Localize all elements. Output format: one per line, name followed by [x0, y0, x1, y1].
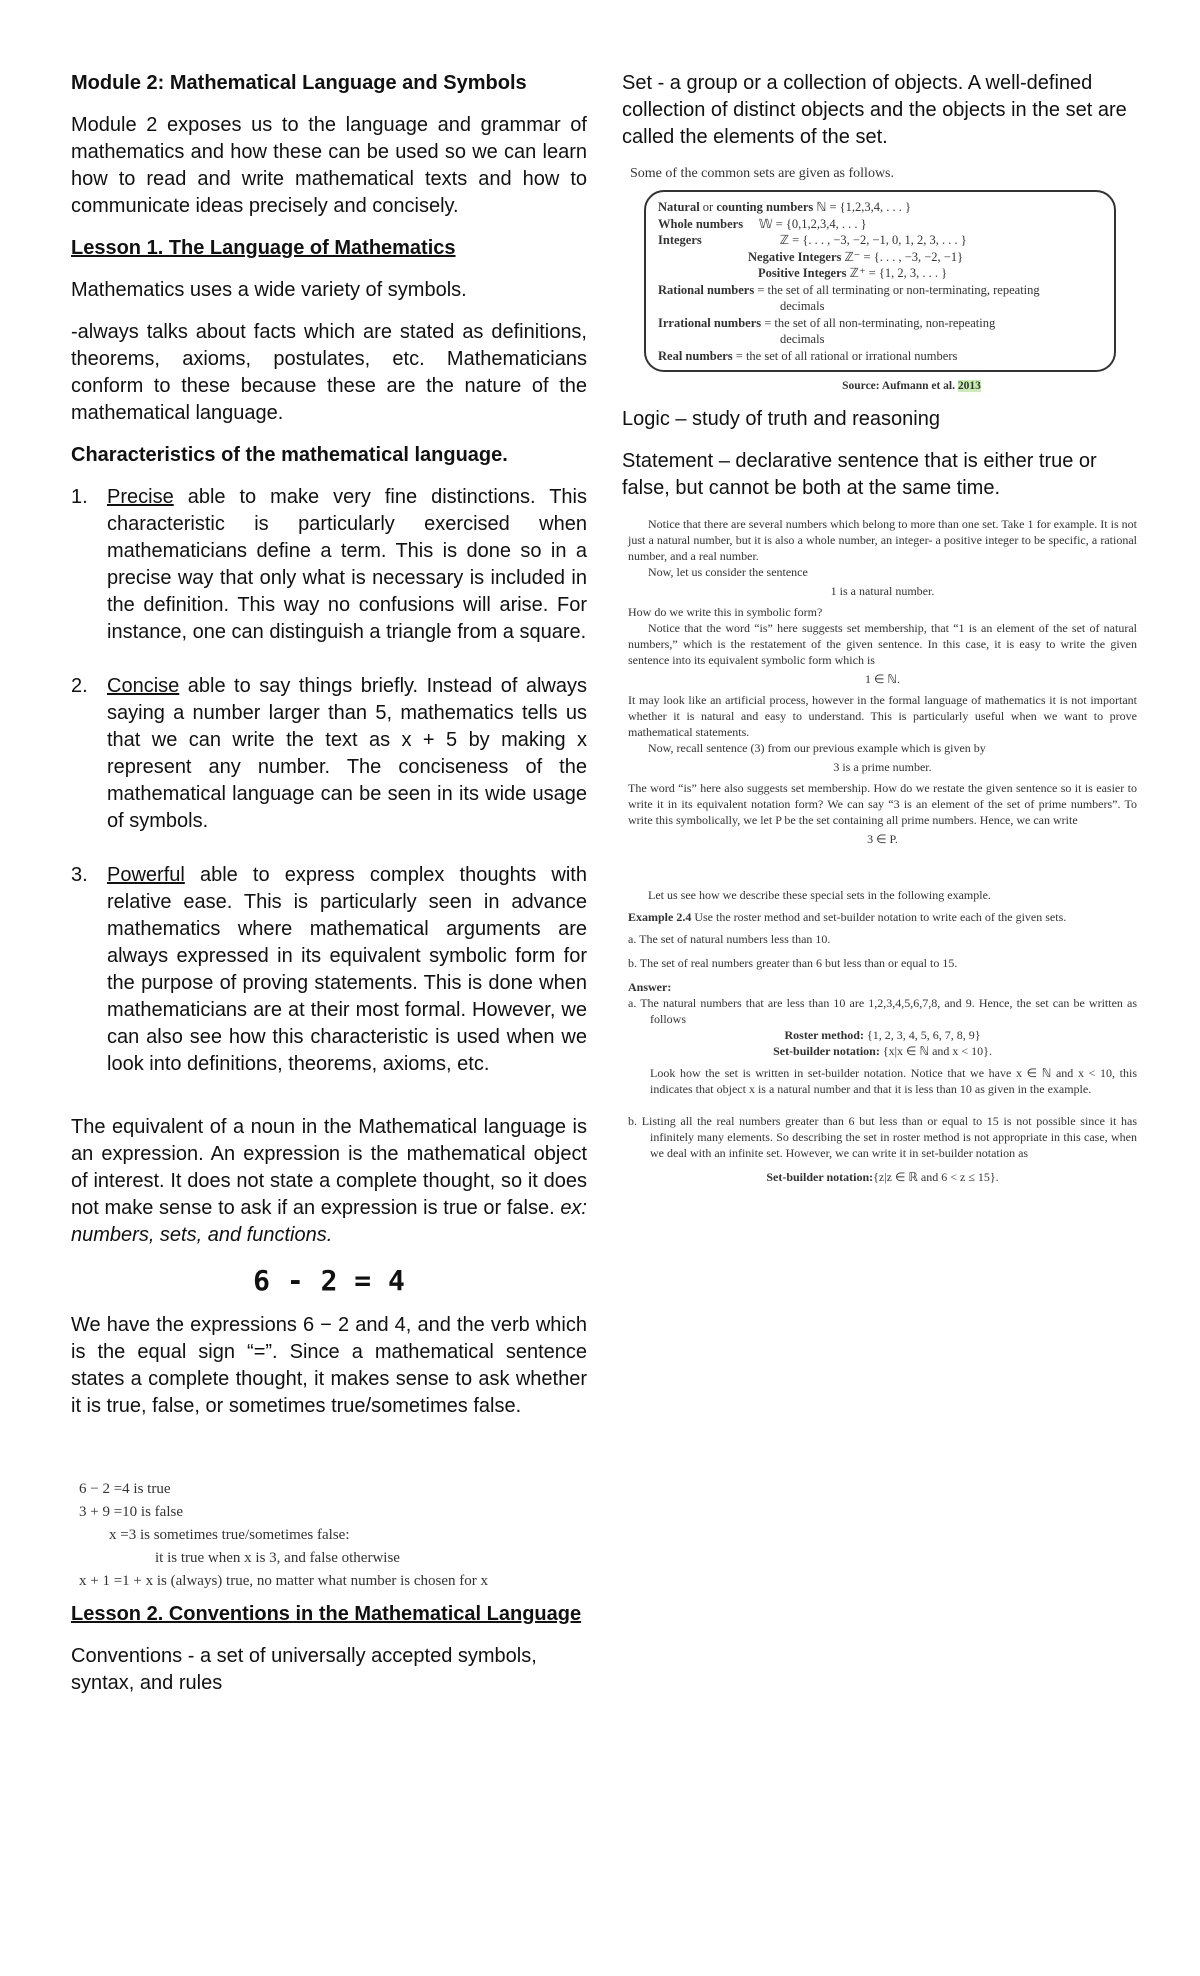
set-label: Negative Integers	[748, 249, 842, 264]
characteristic-term: Powerful	[107, 864, 185, 886]
left-column	[71, 70, 587, 1712]
characteristic-text: able to express complex thoughts with relative ease. This is particularly seen in advance mathematics where mathematical arguments are always expressed in its equivalent symbolic form for the purpose of proving statements. This is done when mathematicians are at their most formal. However, we can also see how this characteristic is used when we look into definitions, theorems, axioms, etc.	[107, 864, 587, 1075]
excerpt-sentence: 1 is a natural number.	[830, 584, 935, 598]
set-label: Natural	[658, 200, 700, 214]
set-definition: Set - a group or a collection of objects. A well-defined collection of distinct objects and the objects in the set are called the elements of the set.	[622, 72, 1127, 148]
characteristic-term: Concise	[107, 675, 180, 697]
lesson1-title: Lesson 1. The Language of Mathematics	[71, 237, 456, 259]
logic-definition: Logic – study of truth and reasoning	[622, 408, 940, 430]
set-text: or	[699, 200, 717, 214]
expressions-paragraph: We have the expressions 6 − 2 and 4, and the verb which is the equal sign “=”. Since a mathematical sentence states a complete thought, it makes sense to ask whether it is true, false, or sometimes true/sometimes false.	[71, 1314, 587, 1417]
set-builder-value: {x|x ∈ ℕ and x < 10}.	[882, 1044, 992, 1058]
module-title: Module 2: Mathematical Language and Symbols	[71, 72, 527, 94]
set-value: ℤ⁺ = {1, 2, 3, . . . }	[846, 266, 948, 280]
example-label: Example 2.4	[628, 910, 692, 924]
rational-continuation: decimals	[780, 299, 825, 313]
set-label: Irrational numbers	[658, 315, 762, 330]
set-label: Whole numbers	[658, 216, 744, 231]
statement-definition: Statement – declarative sentence that is either true or false, but cannot be both at the same time.	[622, 450, 1097, 499]
characteristic-text: able to make very fine distinctions. This characteristic is particularly exercised when mathematicians define a term. This is done so in a precise way that only what is necessary is included in the definition. This way no confusions will arise. For instance, one can distinguish a triangle from a square.	[107, 486, 587, 643]
example-part-b: b. The set of real numbers greater than 6 but less than or equal to 15.	[628, 956, 958, 970]
excerpt-paragraph: It may look like an artificial process, however in the formal language of mathematics it is not important whether it is natural and easy to understand. This is particularly useful when we want to prove mathematical statements.	[628, 693, 1137, 739]
roster-value: {1, 2, 3, 4, 5, 6, 7, 8, 9}	[866, 1028, 981, 1042]
excerpt-sentence: 3 is a prime number.	[833, 760, 932, 774]
math-sentence: 6 − 2 =4 is true	[79, 1481, 171, 1497]
sets-intro: Some of the common sets are given as follows.	[630, 166, 895, 181]
set-builder-label: Set-builder notation:	[766, 1170, 874, 1184]
module-intro: Module 2 exposes us to the language and grammar of mathematics and how these can be used so we can learn how to read and write mathematical texts and how to communicate ideas precisely and concisely.	[71, 114, 587, 217]
noun-examples: ex: numbers, sets, and functions.	[71, 1197, 587, 1246]
set-builder-label: Set-builder notation:	[773, 1044, 883, 1058]
example-heading	[628, 909, 1137, 925]
example-part-a: a. The set of natural numbers less than 10.	[628, 932, 831, 946]
set-value: ℤ⁻ = {. . . , −3, −2, −1}	[841, 249, 964, 264]
excerpt-paragraph: Notice that the word “is” here suggests set membership, that “1 is an element of the set of natural numbers,” which is the restatement of the given sentence. In this case, it is easy to write the given sentence into its equivalent symbolic form which is	[628, 621, 1137, 667]
example-2-4	[628, 887, 1137, 1185]
answer-label: Answer:	[628, 980, 672, 994]
set-value: = the set of all rational or irrational numbers	[732, 348, 958, 363]
set-label: counting numbers	[716, 200, 814, 214]
set-builder-explanation: Look how the set is written in set-builder notation. Notice that we have x ∈ ℕ and x < 10, this indicates that object x is a natural number and that it is less than 10 as given in the example.	[650, 1066, 1137, 1096]
list-item	[71, 862, 587, 1078]
common-sets-box	[644, 190, 1116, 372]
item-number: 1.	[71, 486, 88, 508]
excerpt-paragraph: Now, let us consider the sentence	[648, 565, 808, 579]
math-sentence: 3 + 9 =10 is false	[79, 1504, 183, 1520]
set-value: 𝕎 = {0,1,2,3,4, . . . }	[758, 216, 867, 231]
answer-a: a. The natural numbers that are less than 10 are 1,2,3,4,5,6,7,8, and 9. Hence, the set can be written as follows	[628, 996, 1137, 1026]
excerpt-formula: 3 ∈ P.	[867, 832, 898, 846]
excerpt-paragraph: Notice that there are several numbers which belong to more than one set. Take 1 for example. It is not just a natural number, but it is also a whole number, an integer- a positive integer to be specific, a rational number, and a real number.	[628, 517, 1137, 563]
example-instruction: Use the roster method and set-builder notation to write each of the given sets.	[691, 910, 1067, 924]
set-value: ℤ = {. . . , −3, −2, −1, 0, 1, 2, 3, . . . }	[779, 233, 967, 247]
set-builder-line	[628, 1043, 1137, 1059]
set-builder-value: {z|z ∈ ℝ and 6 < z ≤ 15}.	[873, 1170, 999, 1184]
right-column	[622, 70, 1141, 1185]
item-number: 3.	[71, 864, 88, 886]
source-year: 2013	[957, 380, 981, 392]
conventions-paragraph: Conventions - a set of universally accepted symbols, syntax, and rules	[71, 1645, 537, 1694]
set-value: = the set of all non-terminating, non-repeating	[761, 315, 996, 330]
positive-integers-row	[658, 265, 1102, 282]
noun-text: The equivalent of a noun in the Mathematical language is an expression. An expression is the mathematical object of interest. It does not state a complete thought, so it does not make sense to ask if an expression is true or false.	[71, 1116, 587, 1219]
excerpt-paragraph: How do we write this in symbolic form?	[628, 605, 823, 619]
item-number: 2.	[71, 675, 88, 697]
negative-integers-row	[658, 249, 1102, 266]
excerpt-paragraph: The word “is” here also suggests set membership. How do we restate the given sentence so it is easier to write it in its equivalent notation form? We can say “3 is an element of the set of prime numbers”. To write this symbolically, we let P be the set containing all prime numbers. Hence, we can write	[628, 781, 1137, 827]
real-numbers-row	[658, 348, 1102, 365]
math-sentences-list	[79, 1478, 587, 1593]
membership-excerpt	[628, 516, 1137, 847]
facts-paragraph: -always talks about facts which are stated as definitions, theorems, axioms, postulates, etc. Mathematicians conform to these because these are the nature of the mathematical language.	[71, 321, 587, 424]
set-label: Integers	[658, 233, 702, 247]
irrational-continuation: decimals	[780, 332, 825, 346]
noun-paragraph	[71, 1114, 587, 1249]
characteristic-text: able to say things briefly. Instead of always saying a number larger than 5, mathematics tells us that we can write the text as x + 5 by making x represent any number. The conciseness of the mathematical language can be seen in its wide usage of symbols.	[107, 675, 587, 832]
characteristics-list	[71, 484, 587, 1078]
answer-b: b. Listing all the real numbers greater than 6 but less than or equal to 15 is not possible since it has infinitely many elements. So describing the set in roster method is not appropriate in this case, when we deal with an infinite set. However, we can write it in set-builder notation as	[628, 1114, 1137, 1160]
math-sentence: x =3 is sometimes true/sometimes false:	[109, 1527, 350, 1543]
example-intro: Let us see how we describe these special sets in the following example.	[648, 888, 991, 902]
math-sentence: it is true when x is 3, and false otherwise	[155, 1550, 400, 1566]
characteristics-heading: Characteristics of the mathematical language.	[71, 444, 508, 466]
source-citation	[682, 380, 1141, 392]
set-label: Rational numbers	[658, 282, 755, 297]
integers-row	[658, 232, 1102, 249]
excerpt-paragraph: Now, recall sentence (3) from our previous example which is given by	[648, 741, 986, 755]
list-item	[71, 484, 587, 646]
roster-method-line	[628, 1027, 1137, 1043]
whole-numbers-row	[658, 216, 1102, 233]
set-builder-line-2	[628, 1169, 1137, 1185]
math-sentence: x + 1 =1 + x is (always) true, no matter what number is chosen for x	[79, 1573, 489, 1589]
set-value: = the set of all terminating or non-terminating, repeating	[754, 282, 1040, 297]
excerpt-formula: 1 ∈ ℕ.	[864, 672, 901, 686]
characteristic-term: Precise	[107, 486, 174, 508]
natural-numbers-row	[658, 199, 1102, 216]
irrational-numbers-row	[658, 315, 1102, 332]
lesson2-title: Lesson 2. Conventions in the Mathematical Language	[71, 1603, 582, 1625]
set-label: Real numbers	[658, 348, 733, 363]
big-equation: 6 - 2 = 4	[253, 1264, 405, 1297]
source-text: Source: Aufmann et al.	[842, 380, 958, 392]
roster-label: Roster method:	[784, 1028, 867, 1042]
list-item	[71, 673, 587, 835]
rational-numbers-row	[658, 282, 1102, 299]
set-label: Positive Integers	[758, 266, 847, 280]
symbols-line: Mathematics uses a wide variety of symbols.	[71, 279, 467, 301]
set-value: ℕ = {1,2,3,4, . . . }	[813, 200, 912, 214]
